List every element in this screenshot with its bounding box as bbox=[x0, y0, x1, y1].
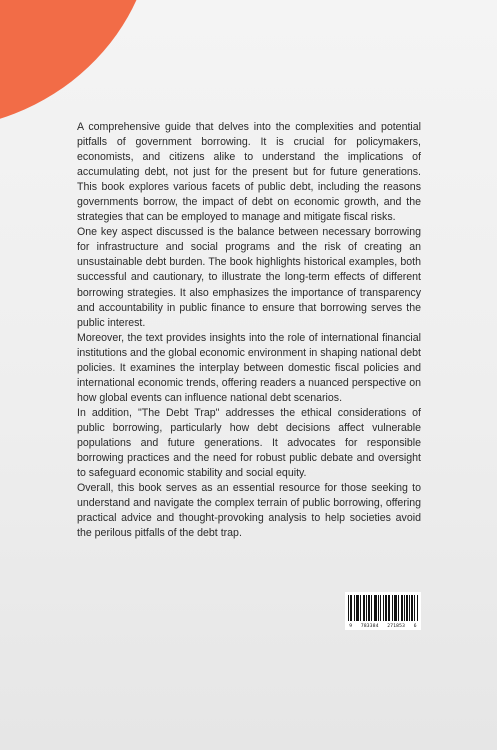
barcode-bar bbox=[386, 595, 387, 621]
barcode-bar bbox=[358, 595, 359, 621]
barcode-bar bbox=[363, 595, 364, 621]
barcode-digit-group-2: 271853 bbox=[387, 624, 406, 629]
barcode-digit-end: 6 bbox=[413, 624, 417, 629]
barcode-digit-group-1: 783384 bbox=[360, 624, 379, 629]
barcode-bar bbox=[395, 595, 396, 621]
barcode-bars bbox=[348, 595, 418, 621]
barcode-bar bbox=[398, 595, 399, 621]
barcode-digit-left: 9 bbox=[349, 624, 353, 629]
barcode-bar bbox=[388, 595, 389, 621]
barcode-bar bbox=[348, 595, 349, 621]
description-paragraph-3: Moreover, the text provides insights into the role of international financial institutions and the global economic environment in shaping national debt policies. It examines the interplay between domestic fiscal policies and international economic trends, offering readers a nuanced perspective on how global events can influence national debt scenarios. bbox=[77, 331, 421, 404]
barcode-bar bbox=[401, 595, 402, 621]
barcode-bar bbox=[417, 595, 418, 621]
barcode-bar bbox=[369, 595, 370, 621]
barcode-bar bbox=[396, 595, 397, 621]
barcode-bar bbox=[368, 595, 369, 621]
barcode-bar bbox=[371, 595, 372, 621]
barcode-bar bbox=[350, 595, 351, 621]
corner-arc-decoration bbox=[0, 0, 155, 130]
barcode-bar bbox=[407, 595, 408, 621]
isbn-barcode bbox=[345, 592, 421, 630]
description-paragraph-5: Overall, this book serves as an essential resource for those seeking to understand and navigate the complex terrain of public borrowing, offering practical advice and thought-provoking analysis to help societies avoid the perilous pitfalls of the debt trap. bbox=[77, 482, 421, 540]
back-cover-description bbox=[77, 120, 421, 541]
barcode-bar bbox=[374, 595, 375, 621]
barcode-bar bbox=[389, 595, 390, 621]
barcode-bar bbox=[409, 595, 410, 621]
barcode-bar bbox=[412, 595, 413, 621]
barcode-bar bbox=[404, 595, 405, 621]
barcode-bar bbox=[385, 595, 386, 621]
barcode-bar bbox=[351, 595, 352, 621]
barcode-bar bbox=[402, 595, 403, 621]
barcode-bar bbox=[366, 595, 367, 621]
barcode-bar bbox=[357, 595, 358, 621]
description-paragraph-4: In addition, "The Debt Trap" addresses the ethical considerations of public borrowing, particularly how debt decisions affect vulnerable populations and future generations. It advocates for responsible borrowing practices and the need for robust public debate and oversight to safeguard economic stability and social equity. bbox=[77, 406, 421, 480]
barcode-bar bbox=[383, 595, 384, 621]
barcode-bar bbox=[376, 595, 377, 621]
barcode-bar bbox=[380, 595, 381, 621]
description-paragraph-1: A comprehensive guide that delves into the complexities and potential pitfalls of government borrowing. It is crucial for policymakers, economists, and citizens alike to understand the implications of accumulating debt, not just for the present but for future generations. This book explores various facets of public debt, including the reasons governments borrow, the impact of debt on economic growth, and the strategies that can be employed to manage and mitigate fiscal risks. bbox=[77, 121, 421, 224]
barcode-bar bbox=[364, 595, 365, 621]
barcode-bar bbox=[414, 595, 415, 621]
barcode-bar bbox=[406, 595, 407, 621]
barcode-digits bbox=[345, 624, 421, 629]
description-paragraph-2: One key aspect discussed is the balance between necessary borrowing for infrastructure and social programs and the risk of creating an unsustainable debt burden. The book highlights historical examples, both successful and cautionary, to illustrate the long-term effects of different borrowing strategies. It also emphasizes the importance of transparency and accountability in public finance to ensure that borrowing serves the public interest. bbox=[77, 226, 421, 329]
barcode-bar bbox=[392, 595, 393, 621]
barcode-bar bbox=[354, 595, 355, 621]
barcode-bar bbox=[411, 595, 412, 621]
barcode-bar bbox=[360, 595, 361, 621]
barcode-bar bbox=[394, 595, 395, 621]
barcode-bar bbox=[356, 595, 357, 621]
barcode-bar bbox=[375, 595, 376, 621]
barcode-bar bbox=[378, 595, 379, 621]
